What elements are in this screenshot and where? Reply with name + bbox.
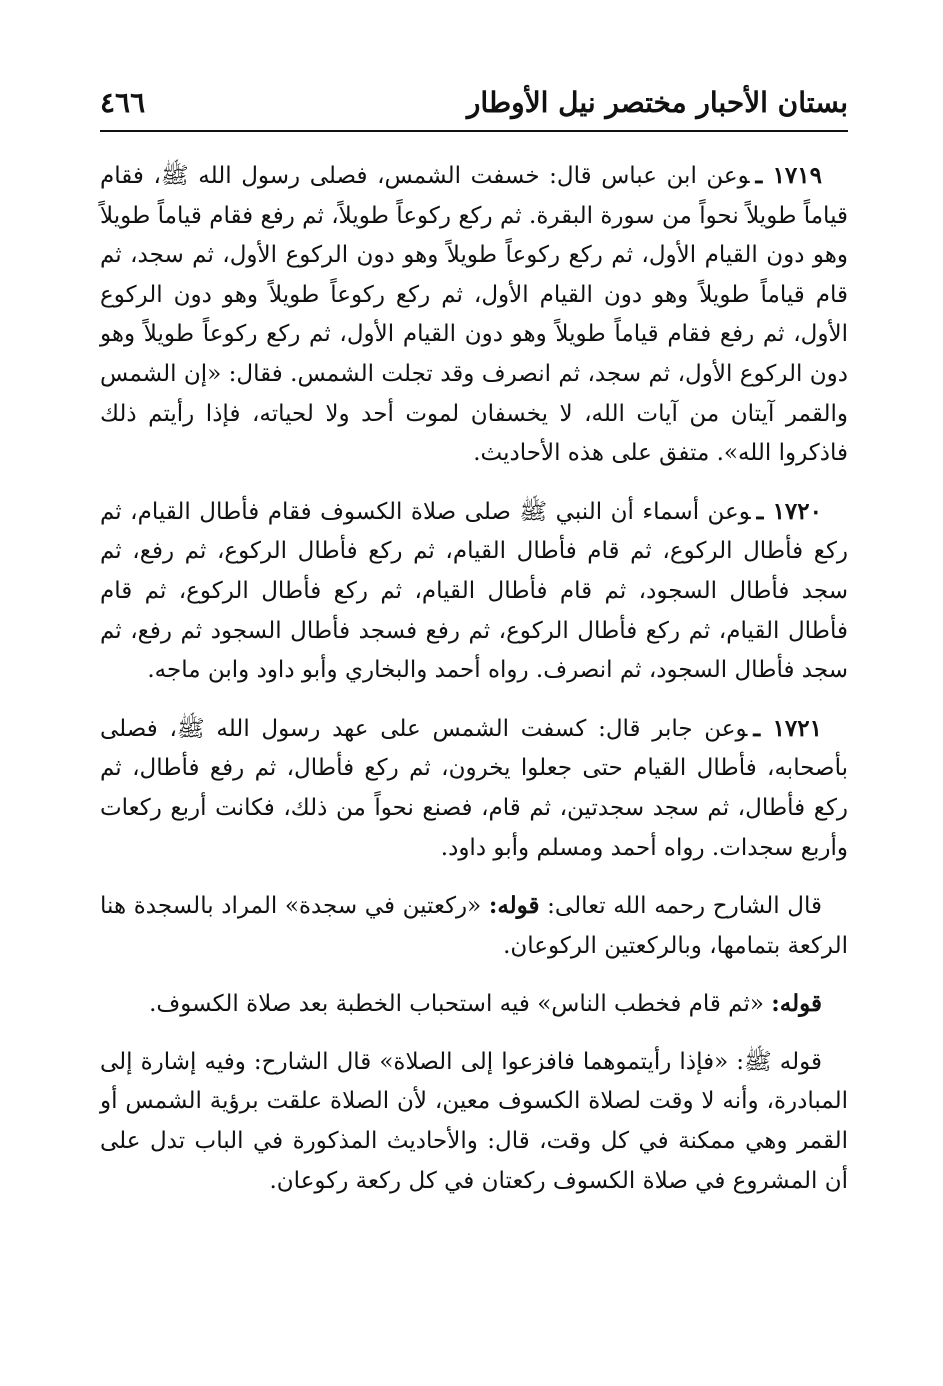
commentary-lead: قوله: xyxy=(488,892,540,920)
hadith-number: ١٧١٩ ـ xyxy=(755,162,822,189)
commentary-paragraph xyxy=(100,886,848,966)
hadith-number: ١٧٢٠ ـ xyxy=(756,497,822,525)
hadith-text: وعن أسماء أن النبي ﷺ صلى صلاة الكسوف فقام فأطال القيام، ثم ركع فأطال الركوع، ثم قام فأطال القيام، ثم ركع فأطال الركوع، ثم رفع، ثم سجد فأطال السجود، ثم قام فأطال القيام، ثم ركع فأطال الركوع، ثم قام فأطال القيام، ثم ركع فأطال الركوع، ثم رفع فسجد فأطال السجود ثم رفع، ثم سجد فأطال السجود، ثم انصرف. رواه أحمد والبخاري وأبو داود وابن ماجه. xyxy=(100,498,848,684)
hadith-text: وعن ابن عباس قال: خسفت الشمس، فصلى رسول الله ﷺ، فقام قياماً طويلاً نحواً من سورة البقرة. ثم ركع ركوعاً طويلاً، ثم رفع فقام قياماً طويلاً وهو دون القيام الأول، ثم ركع ركوعاً طويلاً وهو دون الركوع الأول، ثم سجد، ثم قام قياماً طويلاً وهو دون القيام الأول، ثم ركع ركوعاً طويلاً وهو دون الركوع الأول، ثم رفع فقام قياماً طويلاً وهو دون القيام الأول، ثم ركع ركوعاً طويلاً وهو دون الركوع الأول، ثم سجد، ثم انصرف وقد تجلت الشمس. فقال: «إن الشمس والقمر آيتان من آيات الله، لا يخسفان لموت أحد ولا لحياته، فإذا رأيتم ذلك فاذكروا الله». متفق على هذه الأحاديث. xyxy=(100,163,848,467)
page-body xyxy=(100,156,848,1201)
book-page xyxy=(100,78,848,1219)
page-number: ٤٦٦ xyxy=(100,86,146,119)
commentary-text: قوله ﷺ: «فإذا رأيتموهما فافزعوا إلى الصلاة» قال الشارح: وفيه إشارة إلى المبادرة، وأنه لا وقت لصلاة الكسوف معين، لأن الصلاة علقت برؤية الشمس أو القمر وهي ممكنة في كل وقت، قال: والأحاديث المذكورة في الباب تدل على أن المشروع في صلاة الكسوف ركعتان في كل ركعة ركوعان. xyxy=(100,1048,848,1194)
commentary-lead: قوله: xyxy=(771,990,822,1018)
book-title: بستان الأحبار مختصر نيل الأوطار xyxy=(466,86,848,119)
commentary-prefix: قال الشارح رحمه الله تعالى: xyxy=(547,893,822,920)
commentary-text: «ثم قام فخطب الناس» فيه استحباب الخطبة بعد صلاة الكسوف. xyxy=(149,991,764,1018)
commentary-text: «ركعتين في سجدة» المراد بالسجدة هنا الركعة بتمامها، وبالركعتين الركوعان. xyxy=(100,893,848,959)
hadith-number: ١٧٢١ ـ xyxy=(753,714,822,742)
hadith-1719 xyxy=(100,156,848,474)
hadith-1720 xyxy=(100,492,848,691)
running-header xyxy=(100,78,848,132)
hadith-text: وعن جابر قال: كسفت الشمس على عهد رسول الله ﷺ، فصلى بأصحابه، فأطال القيام حتى جعلوا يخرون، ثم ركع فأطال، ثم رفع فأطال، ثم ركع فأطال، ثم سجد سجدتين، ثم قام، فصنع نحواً من ذلك، فكانت أربع ركعات وأربع سجدات. رواه أحمد ومسلم وأبو داود. xyxy=(100,715,848,861)
commentary-paragraph xyxy=(100,1043,848,1201)
hadith-1721 xyxy=(100,709,848,868)
commentary-paragraph xyxy=(100,984,848,1025)
